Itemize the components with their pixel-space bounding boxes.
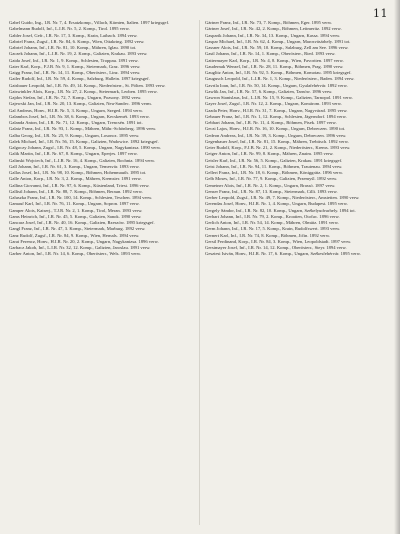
list-item: Genser Franz, Inf., I.R. Nr. 87, 13. Komp., Steiermark, Cilli. 1893 verw. (205, 188, 338, 194)
list-item: Gaugusch Leopold, Inf., L.I.R. Nr. 1, 3. Komp., Niederösterr., Baden. 1894 verw. (205, 76, 355, 82)
list-item: Galatz Franz, Inf., I.R. Nr. 93, 1. Komp., Mähren, Mähr.-Schönberg. 1896 verw. (9, 126, 157, 132)
list-item: Gawron Stanislaus, Inf., L.I.R. Nr. 15, 9. Komp., Galizien, Tarnopol. 1891 verw. (205, 95, 353, 100)
list-item: Gedeon Andreas, Inf., I.R. Nr. 39, 3. Komp., Ungarn, Debreczen. 1896 verw. (205, 132, 347, 138)
list-item: Gancarz Josef, Inf., I.R. Nr. 40, 16. Komp., Galizien, Rzeszów. 1895 kriegsgef. (9, 220, 155, 225)
list-item: Gabriel Johann, Inf., I.R. Nr. 81, 10. Komp., Mähren, Iglau. 1890 tot. (9, 45, 137, 50)
list-item: Gesztesi István, Honv., H.I.R. Nr. 17, 6. Komp., Ungarn, Székesfehérvár. 1895 verw. (205, 251, 361, 257)
list-item: Gellert Franz, Inf., I.R. Nr. 18, 6. Komp., Böhmen, Königgrätz. 1896 verw. (205, 170, 343, 175)
list-item: Gebhart Johann, Inf., I.R. Nr. 11, 4. Komp., Böhmen, Pisek. 1897 verw. (205, 120, 337, 125)
list-item: Gayer Josef, Zugsf., I.R. Nr. 12, 2. Komp., Ungarn, Komárom. 1893 verw. (205, 101, 342, 107)
list-item: Galba Georg, Inf., I.R. Nr. 25, 9. Komp., Ungarn, Losoncz. 1895 verw. (9, 132, 140, 138)
list-item: Geczi Lajos, Honv., H.I.R. Nr. 16, 10. Komp., Ungarn, Debreczen. 1890 tot. (205, 126, 346, 132)
list-item: Galinski Wojciech, Inf., L.I.R. Nr. 16, 4. Komp., Galizien, Bochnia. 1894 verw. (9, 157, 156, 163)
list-item: Gergely Sándor, Inf., I.R. Nr. 82, 10. Komp., Ungarn, Székelyudvarhely. 1894 tot. (205, 207, 356, 213)
list-item: Galanda Anton, Inf., I.R. Nr. 71, 12. Komp., Ungarn, Trencsén. 1891 tot. (9, 120, 143, 125)
list-item: Gaisbauer Leopold, Inf., I.R. Nr. 49, 14. Komp., Niederösterr., St. Pölten. 1893 verw. (9, 82, 166, 88)
list-item: Garbacz Jakob, Inf., L.I.R. Nr. 32, 12. Komp., Galizien, Jaroslau. 1891 verw. (9, 245, 151, 250)
list-item: Germ Johann, Inf., I.R. Nr. 17, 5. Komp., Krain, Rudolfswert. 1893 verw. (205, 226, 341, 232)
list-item: Gangl Franz, Inf., I.R. Nr. 47, 3. Komp., Steiermark, Marburg. 1892 verw. (9, 226, 146, 232)
list-item: Gaigg Franz, Inf., I.R. Nr. 14, 11. Komp., Oberösterr., Linz. 1894 verw. (9, 70, 141, 75)
list-item: Galek Michael, Inf., I.R. Nr. 56, 15. Komp., Galizien, Wadowice. 1892 kriegsgef. (9, 138, 159, 144)
list-item: Gärtner Franz, Inf., I.R. Nr. 73, 7. Komp., Böhmen, Eger. 1895 verw. (205, 20, 333, 25)
list-item: Galle Anton, Korp., I.R. Nr. 3, 2. Komp., Mähren, Kremsier. 1891 verw. (9, 176, 142, 182)
list-item: Gailer Rudolf, Inf., I.R. Nr. 59, 4. Komp., Salzburg, Hallein. 1897 kriegsgef. (9, 76, 150, 82)
list-item: Gaiswinkler Alois, Korp., I.R. Nr. 27, 2. Komp., Steiermark, Leoben. 1895 verw. (9, 88, 158, 94)
list-item: Gawlik Jan, Inf., I.R. Nr. 57, 6. Komp., Galizien, Tarnów. 1896 verw. (205, 88, 333, 94)
list-item: Gaspar Michael, Inf., I.R. Nr. 62, 4. Komp., Ungarn, Marosvásárhely. 1891 tot. (205, 38, 351, 44)
list-item: Gabriel Franz, Zugsf., I.R. Nr. 84, 6. Komp., Wien, Ottakring. 1892 verw. (9, 38, 145, 44)
list-item: Gernert Karl, Inf., I.R. Nr. 74, 8. Komp., Böhmen, Jičin. 1892 verw. (205, 232, 330, 238)
list-item: Gaier Karl, Korp., F.J.B. Nr. 9, 1. Komp., Steiermark, Graz. 1896 verw. (9, 63, 141, 69)
list-item: Gerendas Josef, Honv., H.I.R. Nr. 1, 4. Komp., Ungarn, Budapest. 1895 verw. (205, 201, 348, 207)
list-item: Gabelmann Rudolf, Inf., L.I.R. Nr. 5, 2. Komp., Tirol. 1895 verw. (9, 26, 130, 32)
list-item: Gebauer Franz, Inf., I.R. Nr. 1, 12. Komp., Schlesien, Jägerndorf. 1894 verw. (205, 113, 347, 119)
list-item: Gallas Josef, Inf., I.R. Nr. 98, 10. Komp., Böhmen, Hohenmauth. 1895 tot. (9, 170, 147, 175)
list-item: Geier Rudolf, Korp., F.J.B. Nr. 21, 2. Komp., Niederösterr., Krems. 1893 verw. (205, 145, 351, 150)
list-item: Gams Heinrich, Inf., I.R. Nr. 45, 5. Komp., Galizien, Sanok. 1890 verw. (9, 213, 142, 219)
list-item: Gaczek Johann, Inf., L.I.R. Nr. 19, 2. Komp., Galizien, Krakau. 1893 verw. (9, 51, 148, 57)
list-item: Gaida Josef, Inf., I.R. Nr. 1, 9. Komp., Schlesien, Troppau. 1891 verw. (9, 57, 139, 63)
list-item: Garber Anton, Inf., I.R. Nr. 14, 6. Komp., Oberösterr., Wels. 1893 verw. (9, 251, 142, 257)
list-item: Gall Johann, Inf., I.R. Nr. 61, 3. Komp., Ungarn, Temesvár. 1893 verw. (9, 163, 140, 169)
list-item: Gegenbauer Josef, Inf., I.R. Nr. 81, 15. Komp., Mähren, Trebitsch. 1892 verw. (205, 138, 349, 144)
list-item: Gabel Guido, Ing., I.R. Nr. 7, 4. Ersatzkomp., Villach, Kärnten, Italien. 1897 kriegsgef. (9, 20, 170, 25)
list-item: Galuszka Franz, Inf., I.R. Nr. 100, 14. Komp., Schlesien, Teschen. 1894 verw. (9, 195, 153, 200)
list-item: Gattermayer Karl, Korp., I.R. Nr. 4, 8. Komp., Wien, Favoriten. 1897 verw. (205, 57, 344, 63)
list-item: Gajewski Jan, Inf., I.R. Nr. 20, 13. Komp., Galizien, Neu-Sandec. 1896 verm. (9, 101, 152, 107)
list-item: Gerber Leopold, Zugsf., I.R. Nr. 49, 7. Komp., Niederösterr., Amstetten. 1890 verw. (205, 195, 360, 200)
list-item: Geist Johann, Inf., I.R. Nr. 94, 11. Komp., Böhmen, Trautenau. 1894 verw. (205, 163, 343, 169)
list-item: Gemeiner Alois, Inf., I.R. Nr. 2, 1. Komp., Ungarn, Brassó. 1897 verw. (205, 182, 336, 188)
list-item: Galambos Josef, Inf., I.R. Nr. 38, 6. Komp., Ungarn, Kecskemét. 1893 verw. (9, 113, 150, 119)
list-item: Gavrila Ioan, Inf., I.R. Nr. 50, 14. Komp., Ungarn, Gyulafehérvár. 1892 verw. (205, 82, 348, 88)
left-column (9, 20, 195, 258)
list-item: Gerstmayer Josef, Inf., I.R. Nr. 14, 12. Komp., Oberösterr., Steyr. 1894 verw. (205, 245, 347, 250)
list-item: Gerhart Johann, Inf., I.R. Nr. 79, 2. Komp., Kroatien, Otočac. 1896 verw. (205, 213, 340, 219)
list-item: Gerlich Anton, Inf., I.R. Nr. 54, 14. Komp., Mähren, Olmütz. 1891 verw. (205, 220, 339, 225)
list-item: Gerstl Ferdinand, Korp., I.R. Nr. 84, 3. Komp., Wien, Leopoldstadt. 1897 verw. (205, 238, 352, 244)
list-item: Geisler Karl, Inf., I.R. Nr. 56, 5. Komp., Galizien, Krakau. 1891 kriegsgef. (205, 157, 343, 163)
page-number: 11 (373, 7, 388, 20)
list-item: Gallina Giovanni, Inf., I.R. Nr. 97, 6. Komp., Küstenland, Triest. 1896 verw. (9, 182, 150, 188)
list-item: Gallistl Johann, Inf., I.R. Nr. 88, 7. Komp., Böhmen, Beraun. 1892 verw. (9, 188, 143, 194)
list-item: Ganz Rudolf, Zugsf., I.R. Nr. 84, 9. Komp., Wien, Hernals. 1894 verw. (9, 232, 140, 238)
list-item: Gärtner Josef, Inf., I.R. Nr. 42, 2. Komp., Böhmen, Leitmeritz. 1892 verw. (205, 26, 342, 32)
column-divider (199, 20, 200, 525)
list-item: Geiger Anton, Inf., I.R. Nr. 99, 8. Komp., Mähren, Znaim. 1895 verw. (205, 151, 334, 157)
list-item: Galgoczy Johann, Zugsf., I.R. Nr. 48, 5. Komp., Ungarn, Nagykanizsa. 1890 verw. (9, 145, 162, 150)
list-item: Gasparik Johann, Inf., I.R. Nr. 34, 13. Komp., Ungarn, Kassa. 1894 verw. (205, 32, 341, 38)
page-edge-shadow (394, 0, 400, 534)
list-item: Gassner Alois, Inf., I.R. Nr. 59, 10. Komp., Salzburg, Zell am See. 1896 verw. (205, 45, 349, 50)
list-item: Gal Andreas, Honv., H.I.R. Nr. 5, 3. Komp., Ungarn, Szeged. 1894 verw. (9, 107, 144, 113)
list-item: Gamper Alois, Kaiserj., T.J.R. Nr. 2, 1. Komp., Tirol, Meran. 1893 verw. (9, 207, 143, 213)
list-item: Gazda Peter, Honv., H.I.R. Nr. 31, 7. Komp., Ungarn, Nagyvárad. 1895 verw. (205, 107, 348, 113)
list-item: Galik Martin, Inf., I.R. Nr. 67, 8. Komp., Ungarn, Eperjes. 1897 verw. (9, 151, 138, 157)
list-item: Gauglitz Anton, Inf., I.R. Nr. 92, 5. Komp., Böhmen, Komotau. 1895 kriegsgef. (205, 70, 352, 75)
list-item: Gabler Josef, Gefr., I.R. Nr. 17, 3. Komp., Krain, Laibach. 1894 verw. (9, 32, 138, 38)
list-item: Garai Ferencz, Honv., H.I.R. Nr. 20, 2. Komp., Ungarn, Nagykanizsa. 1896 verw. (9, 238, 159, 244)
list-item: Gamauf Karl, Inf., I.R. Nr. 76, 11. Komp., Ungarn, Sopron. 1897 verw. (9, 201, 140, 207)
right-column (205, 20, 391, 258)
list-item: Gastl Johann, Inf., I.R. Nr. 14, 1. Komp., Oberösterr., Ried. 1893 verw. (205, 51, 336, 57)
list-item: Gelb Moses, Inf., I.R. Nr. 77, 9. Komp., Galizien, Przemyśl. 1892 verw. (205, 176, 338, 182)
list-item: Gaudernak Wenzel, Inf., I.R. Nr. 28, 11. Komp., Böhmen, Prag. 1890 verw. (205, 63, 344, 69)
list-item: Gajdos Stefan, Inf., I.R. Nr. 72, 7. Komp., Ungarn, Pozsony. 1892 verw. (9, 95, 142, 100)
